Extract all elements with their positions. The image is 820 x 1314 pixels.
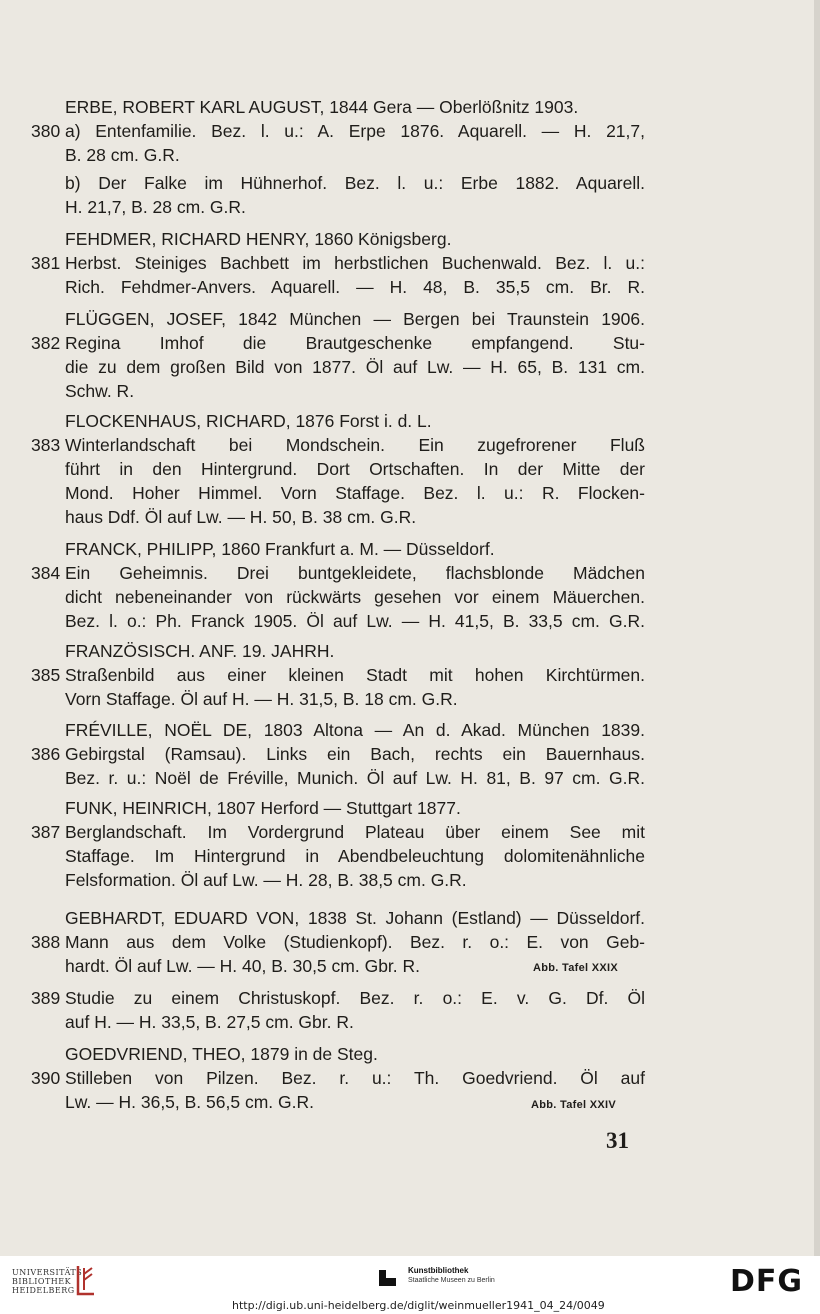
lot-380b-line-2: H. 21,7, B. 28 cm. G.R. [65, 197, 246, 217]
artist-heading-freville: FRÉVILLE, NOËL DE, 1803 Altona — An d. Akad. München 1839. [65, 720, 645, 740]
footer-bar [0, 1256, 820, 1314]
artist-heading-flueggen: FLÜGGEN, JOSEF, 1842 München — Bergen bei Traunstein 1906. [65, 309, 645, 329]
lot-381-line-1: Herbst. Steiniges Bachbett im herbstlichen Buchenwald. Bez. l. u.: [65, 253, 645, 273]
ub-line-2: BIBLIOTHEK [12, 1277, 72, 1286]
lot-380b-line-1: b) Der Falke im Hühnerhof. Bez. l. u.: Erbe 1882. Aquarell. [65, 173, 645, 193]
lot-386-line-2: Bez. r. u.: Noël de Fréville, Munich. Öl auf Lw. H. 81, B. 97 cm. G.R. [65, 768, 645, 788]
lot-388-line-1: Mann aus dem Volke (Studienkopf). Bez. r. o.: E. von Geb- [65, 932, 645, 952]
lot-number-387: 387 [31, 822, 61, 842]
lot-382-line-1: Regina Imhof die Brautgeschenke empfangend. Stu- [65, 333, 645, 353]
lot-383-line-3: Mond. Hoher Himmel. Vorn Staffage. Bez. l. u.: R. Flocken- [65, 483, 645, 503]
artist-heading-franzoesisch: FRANZÖSISCH. ANF. 19. JAHRH. [65, 641, 335, 661]
lot-number-390: 390 [31, 1068, 61, 1088]
lot-385-line-1: Straßenbild aus einer kleinen Stadt mit hohen Kirchtürmen. [65, 665, 645, 685]
lot-384-line-2: dicht nebeneinander von rückwärts gesehen vor einem Mäuerchen. [65, 587, 645, 607]
lot-number-384: 384 [31, 563, 61, 583]
artist-heading-flockenhaus: FLOCKENHAUS, RICHARD, 1876 Forst i. d. L. [65, 411, 432, 431]
lot-number-388: 388 [31, 932, 61, 952]
ub-line-3: HEIDELBERG [12, 1286, 75, 1295]
lot-number-381: 381 [31, 253, 61, 273]
page-number: 31 [606, 1128, 629, 1153]
lot-382-line-3: Schw. R. [65, 381, 135, 401]
kunstbibliothek-subtitle: Staatliche Museen zu Berlin [408, 1277, 495, 1284]
lot-number-385: 385 [31, 665, 61, 685]
lot-381-line-2: Rich. Fehdmer-Anvers. Aquarell. — H. 48, B. 35,5 cm. Br. R. [65, 277, 645, 297]
lot-390-line-1: Stilleben von Pilzen. Bez. r. u.: Th. Goedvriend. Öl auf [65, 1068, 645, 1088]
lot-390-line-2: Lw. — H. 36,5, B. 56,5 cm. G.R. [65, 1092, 314, 1112]
lot-384-line-3: Bez. l. o.: Ph. Franck 1905. Öl auf Lw. — H. 41,5, B. 33,5 cm. G.R. [65, 611, 645, 631]
artist-heading-goedvriend: GOEDVRIEND, THEO, 1879 in de Steg. [65, 1044, 378, 1064]
artist-heading-funk: FUNK, HEINRICH, 1807 Herford — Stuttgart 1877. [65, 798, 461, 818]
lot-389-line-1: Studie zu einem Christuskopf. Bez. r. o.: E. v. G. Df. Öl [65, 988, 645, 1008]
lot-383-line-1: Winterlandschaft bei Mondschein. Ein zugefrorener Fluß [65, 435, 645, 455]
lot-number-383: 383 [31, 435, 61, 455]
kunstbibliothek-name: Kunstbibliothek [408, 1266, 469, 1275]
lot-number-380: 380 [31, 121, 61, 141]
ub-heidelberg-logo-icon[interactable] [74, 1264, 98, 1298]
lot-number-382: 382 [31, 333, 61, 353]
lot-number-386: 386 [31, 744, 61, 764]
lot-380-line-1: a) Entenfamilie. Bez. l. u.: A. Erpe 1876. Aquarell. — H. 21,7, [65, 121, 645, 141]
lot-383-line-4: haus Ddf. Öl auf Lw. — H. 50, B. 38 cm. G.R. [65, 507, 417, 527]
lot-388-line-2: hardt. Öl auf Lw. — H. 40, B. 30,5 cm. Gbr. R. [65, 956, 421, 976]
lot-387-line-3: Felsformation. Öl auf Lw. — H. 28, B. 38,5 cm. G.R. [65, 870, 467, 890]
lot-384-line-1: Ein Geheimnis. Drei buntgekleidete, flachsblonde Mädchen [65, 563, 645, 583]
kunstbibliothek-logo-icon[interactable] [376, 1266, 400, 1290]
dfg-logo[interactable]: DFG [730, 1264, 804, 1299]
plate-reference-390: Abb. Tafel XXIV [531, 1099, 616, 1111]
permalink-url[interactable]: http://digi.ub.uni-heidelberg.de/diglit/weinmueller1941_04_24/0049 [232, 1299, 605, 1312]
artist-heading-erbe: ERBE, ROBERT KARL AUGUST, 1844 Gera — Oberlößnitz 1903. [65, 97, 579, 117]
ub-line-1: UNIVERSITÄTS [12, 1268, 83, 1277]
lot-387-line-2: Staffage. Im Hintergrund in Abendbeleuchtung dolomitenähnliche [65, 846, 645, 866]
lot-386-line-1: Gebirgstal (Ramsau). Links ein Bach, rechts ein Bauernhaus. [65, 744, 645, 764]
lot-387-line-1: Berglandschaft. Im Vordergrund Plateau über einem See mit [65, 822, 645, 842]
artist-heading-gebhardt: GEBHARDT, EDUARD VON, 1838 St. Johann (Estland) — Düsseldorf. [65, 908, 645, 928]
lot-380-line-2: B. 28 cm. G.R. [65, 145, 180, 165]
artist-heading-franck: FRANCK, PHILIPP, 1860 Frankfurt a. M. — Düsseldorf. [65, 539, 495, 559]
lot-383-line-2: führt in den Hintergrund. Dort Ortschaften. In der Mitte der [65, 459, 645, 479]
plate-reference-388: Abb. Tafel XXIX [533, 962, 618, 974]
artist-heading-fehdmer: FEHDMER, RICHARD HENRY, 1860 Königsberg. [65, 229, 452, 249]
lot-number-389: 389 [31, 988, 61, 1008]
lot-389-line-2: auf H. — H. 33,5, B. 27,5 cm. Gbr. R. [65, 1012, 354, 1032]
ub-heidelberg-label[interactable] [12, 1268, 82, 1295]
lot-382-line-2: die zu dem großen Bild von 1877. Öl auf Lw. — H. 65, B. 131 cm. [65, 357, 645, 377]
lot-385-line-2: Vorn Staffage. Öl auf H. — H. 31,5, B. 18 cm. G.R. [65, 689, 458, 709]
